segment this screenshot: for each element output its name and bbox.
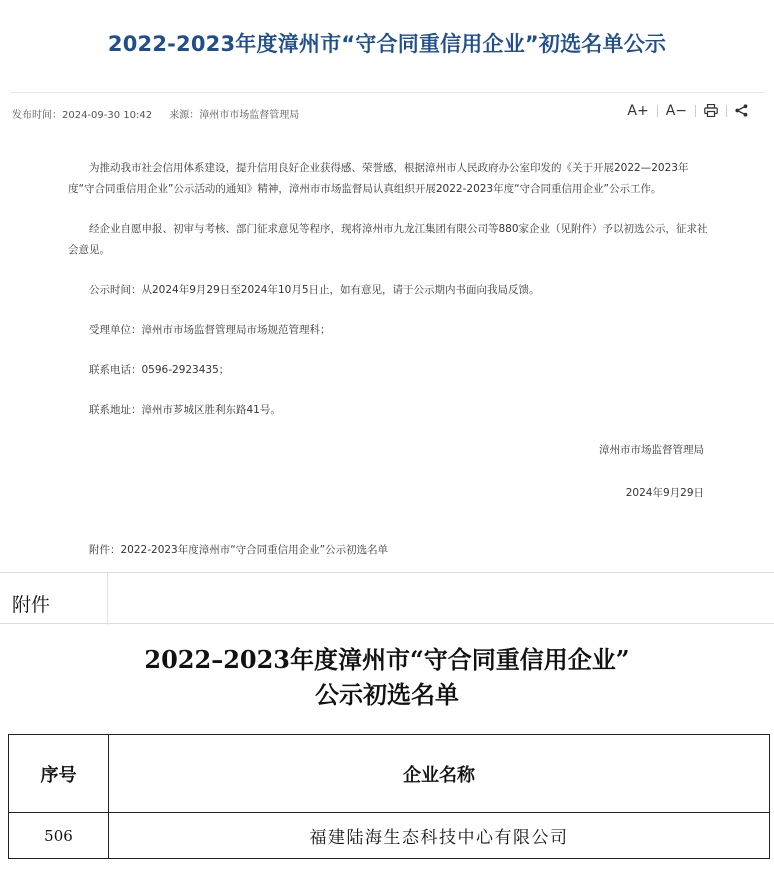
company-name: 福建陆海生态科技中心有限公司 — [109, 813, 770, 859]
font-decrease-button[interactable]: A− — [665, 103, 687, 119]
body-paragraph: 为推动我市社会信用体系建设，提升信用良好企业获得感、荣誉感，根据漳州市人民政府办公室印发的《关于开展2022—2023年度“守合同重信用企业”公示活动的通知》精神，漳州市市场监督局认真组织开展2022-2023年度“守合同重信用企业”公示工作。 — [68, 162, 689, 195]
row-number: 506 — [9, 813, 109, 859]
publish-time: 发布时间：2024-09-30 10:42 — [12, 110, 153, 121]
article-meta — [12, 106, 313, 121]
attachment-link[interactable]: 附件：2022-2023年度漳州市“守合同重信用企业”公示初选名单 — [89, 544, 389, 556]
attachment-title — [0, 642, 774, 712]
company-list-table — [8, 734, 770, 859]
table-header-row — [9, 735, 770, 813]
article-body — [68, 158, 708, 526]
article-meta-bar — [10, 92, 764, 130]
signature-date: 2024年9月29日 — [625, 487, 704, 499]
attachment-title-line1: 2022–2023年度漳州市“守合同重信用企业” — [144, 645, 630, 674]
share-button[interactable] — [727, 101, 756, 121]
body-paragraph: 联系电话：0596-2923435； — [89, 364, 230, 376]
attachment-title-line2: 公示初选名单 — [315, 680, 459, 709]
body-paragraph: 经企业自愿申报、初审与考核、部门征求意见等程序，现将漳州市九龙江集团有限公司等880家企业（见附件）予以初选公示，征求社会意见。 — [68, 223, 708, 256]
attachment-label: 附件 — [12, 594, 51, 616]
article-title: 2022-2023年度漳州市“守合同重信用企业”初选名单公示 — [107, 32, 667, 56]
print-button[interactable] — [696, 101, 726, 121]
body-paragraph: 受理单位：漳州市市场监督管理局市场规范管理科； — [89, 324, 331, 336]
signature-org: 漳州市市场监督管理局 — [599, 444, 704, 456]
table-row — [9, 813, 770, 859]
article-tools — [619, 101, 756, 121]
column-header-company: 企业名称 — [109, 735, 770, 813]
printer-icon — [704, 104, 718, 117]
attachment-scan-image — [0, 572, 774, 870]
attachment-header-row — [0, 572, 774, 624]
share-icon — [735, 104, 748, 117]
article-source: 来源：漳州市市场监督管理局 — [169, 110, 300, 121]
body-paragraph: 公示时间：从2024年9月29日至2024年10月5日止，如有意见，请于公示期内书面向我局反馈。 — [89, 284, 540, 296]
column-header-number: 序号 — [9, 735, 109, 813]
font-increase-button[interactable]: A+ — [627, 103, 649, 119]
body-paragraph: 联系地址：漳州市芗城区胜利东路41号。 — [89, 404, 281, 416]
